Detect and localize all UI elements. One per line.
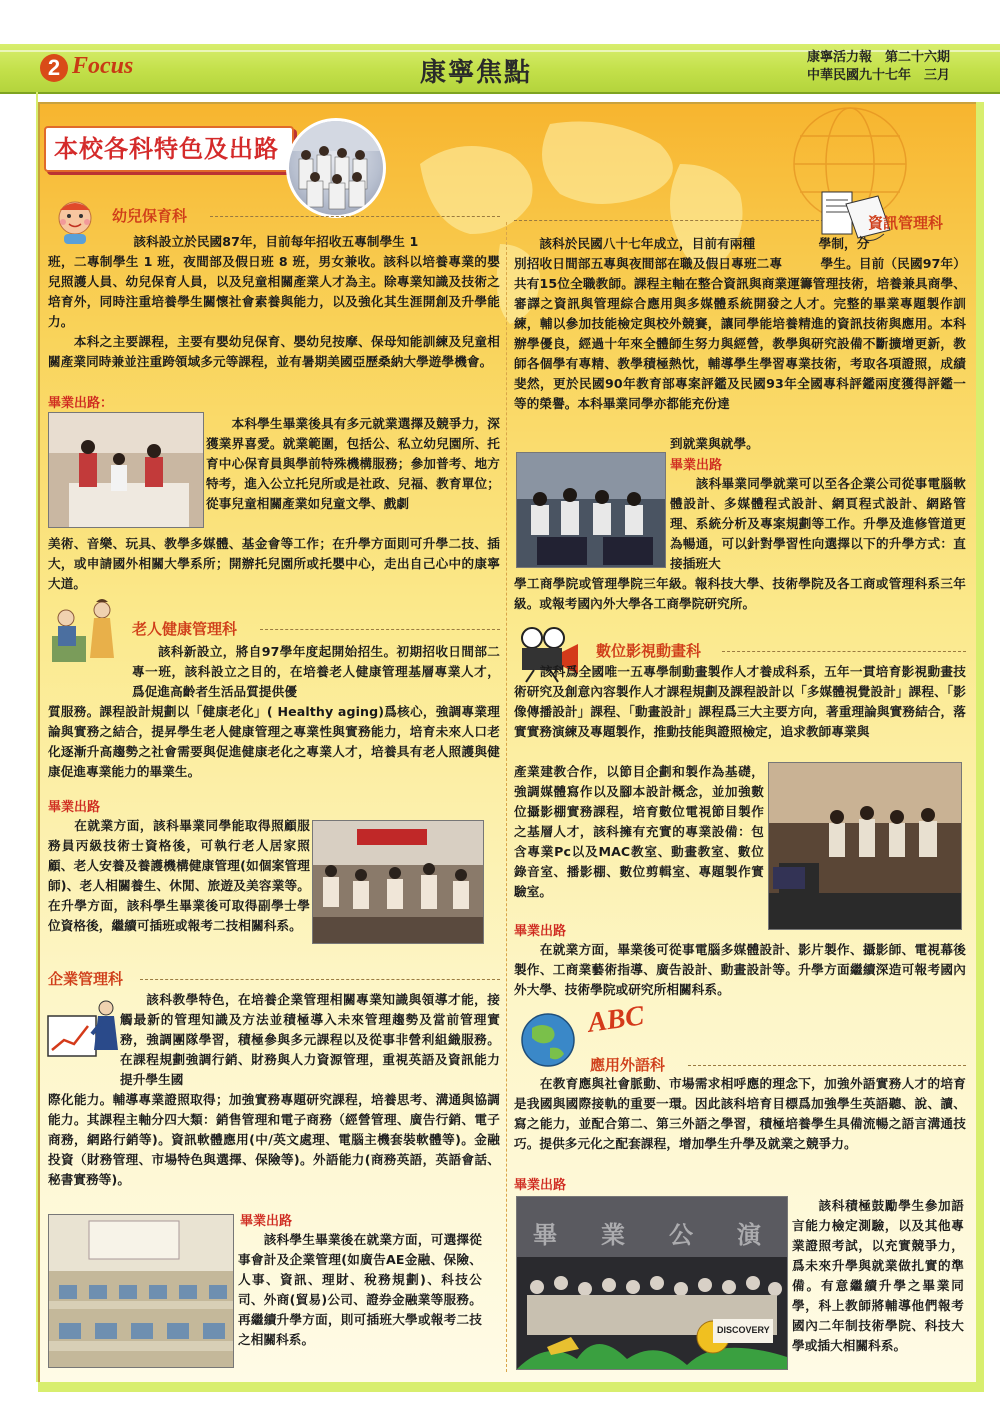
infomgmt-intro-cont: 別招收日間部五專與夜間部在職及假日專班二專 學生。目前（民國97年）共有15位全職教師。課程主軸在整合資訊與商業運籌管理技術，培養兼具商學、審譯之資訊與管理綜合應用與多媒體系統開發之人才。完整的畢業專題製作訓練，輔以參加技能檢定與校外競賽，讓同學能培養精進的資訊技術與應用。本科辦學優良，經過十年來全體師生努力與經營，教學與研究設備不斷擴增更新，教師各個學有專精、教學積極熱忱，輔導學生學習專業技術，考取各項證照，成績斐然，更於民國90年教育部專案評鑑及民國93年全國專科評鑑兩度獲得評鑑一等的榮譽。本科畢業同學亦都能充份達 [514, 256, 966, 411]
publication-info [807, 49, 950, 85]
business-chart-icon [46, 996, 124, 1066]
animation-career: 在就業方面，畢業後可從事電腦多媒體設計、影片製作、攝影師、電視幕後製作、工商業藝術指導、廣告設計、動畫設計等。升學方面繼續深造可報考國內外大學、技術學院或研究所相關科系。 [514, 942, 966, 997]
childcare-career-cont: 美術、音樂、玩具、教學多媒體、基金會等工作；在升學方面則可升學二技、插大，或申請國外相關大學系所；開辦托兒園所或托嬰中心，走出自己心中的康寧大道。 [48, 536, 500, 591]
abc-logo: ABC [586, 1000, 646, 1039]
section-title-childcare: 幼兒保育科 [112, 207, 188, 225]
infomgmt-career: 該科畢業同學就業可以至各企業公司從事電腦軟體設計、多媒體程式設計、網頁程式設計、網路管理、系統分析及專案規劃等工作。升學及進修管道更為暢通，可以針對學習性向選擇以下的升學方式：直接插班大 [670, 476, 966, 571]
language-career: 該科積極鼓勵學生參加語言能力檢定測驗，以及其他專業證照考試，以充實競爭力，爲未來升學與就業做扎實的準備。有意繼續升學之畢業同學，科上教師將輔導他們報考國內二年制技術學院、科技大學或插大相關科系。 [792, 1198, 964, 1353]
publication-issue: 康寧活力報 第二十六期 [806, 50, 950, 65]
elderly-care-icon [46, 596, 126, 666]
section-title-elderly: 老人健康管理科 [132, 620, 238, 638]
students-illustration [289, 121, 383, 215]
elderly-class-photo [312, 820, 484, 944]
section-rule [688, 1065, 966, 1066]
section-rule [514, 220, 824, 221]
animation-intro: 該科爲全國唯一五專學制動畫製作人才養成科系，五年一貫培育影視動畫技術研究及創意內容製作人才課程規劃及課程設計以「多媒體視覺設計」課程、「影像傳播設計」課程、「動畫設計」課程爲三大主要方向，著重理論與實務結合，落實實務演練及專題製作，推動技能與證照檢定，追求教師專業與 [514, 664, 966, 739]
childcare-intro-line: 該科設立於民國87年，目前每年招收五專制學生 1 [108, 234, 419, 249]
section-rule [210, 216, 500, 217]
column-divider [506, 222, 507, 1372]
page-title: 康寧焦點 [420, 58, 533, 88]
computer-classroom-photo [48, 1214, 234, 1368]
infomgmt-intro: 該科於民國八十七年成立，目前有兩種 學制，分 [514, 236, 870, 251]
infomgmt-career-cont: 學工商學院或管理學院三年級。報科技大學、技術學院及各工商或管理科系三年級。或報考國內外大學各工商學院研究所。 [514, 576, 966, 611]
language-career-label: 畢業出路 [514, 1178, 567, 1193]
infomgmt-intro-end: 到就業與就學。 [670, 436, 759, 451]
publication-date: 中華民國九十七年 三月 [806, 68, 950, 83]
business-intro-cont: 際化能力。輔導專業證照取得；加強實務專題研究課程，培養思考、溝通與協調能力。其課程主軸分四大類：銷售管理和電子商務（經營管理、廣告行銷、電子商務，網路行銷等)。資訊軟體應用(中/英文處理、電腦主機套裝軟體等)。金融投資（財務管理、市場特色與選擇、保險等)。外語能力(商務英語，英語會話、秘書實務等)。 [48, 1092, 500, 1187]
section-title-infomgmt: 資訊管理科 [868, 214, 944, 232]
business-career: 該科學生畢業後在就業方面，可選擇從事會計及企業管理(如廣告AE金融、保險、人事、資訊、理財、稅務規劃)、科技公司、外商(貿易)公司、證券金融業等服務。再繼續升學方面，則可插班大學或報考二技之相關科系。 [238, 1232, 482, 1347]
elderly-career-label: 畢業出路 [48, 800, 101, 815]
childcare-career: 本科學生畢業後具有多元就業選擇及競爭力，深獲業界喜愛。就業範圍，包括公、私立幼兒園所、托育中心保育員與學前特殊機構服務；參加普考、地方特考，進入公立托兒所或是社政、兒福、教育單位；從事兒童相關產業如兒童文學、戲劇 [206, 416, 500, 511]
infomgmt-lab-photo [516, 452, 666, 568]
childcare-intro: 班，二專制學生 1 班，夜間部及假日班 8 班，男女兼收。該科以培養專業的嬰兒照護人員、幼兒保育人員，以及兒童相關產業人才為主。除專業知識及技術之培育外，同時注重培養學生關懷社會素養與能力，以及強化其生涯開創及升學能力。 [48, 254, 500, 329]
section-rule [260, 629, 500, 630]
discovery-sign: DISCOVERY [717, 1325, 770, 1335]
animation-studio-photo [768, 762, 962, 930]
baby-icon [50, 196, 100, 246]
frame-edge-right [976, 102, 984, 1382]
section-title-language: 應用外語科 [590, 1056, 666, 1074]
section-banner: 本校各科特色及出路 [44, 126, 294, 172]
animation-career-label: 畢業出路 [514, 924, 567, 939]
frame-edge-bottom [38, 1382, 984, 1392]
language-intro: 在教育應與社會脈動、市場需求相呼應的理念下，加強外語實務人才的培育是我國與國際接軌的重要一環。因此該科培育目標爲加強學生英語聽、說、讀、寫之能力，並配合第二、第三外語之學習，積極培養學生具備流暢之語言溝通技巧。提供多元化之配套課程，增加學生升學及就業之競爭力。 [514, 1076, 966, 1151]
section-title-animation: 數位影視動畫科 [596, 642, 702, 660]
page-number: 2 [40, 54, 68, 82]
elderly-career: 在就業方面，該科畢業同學能取得照顧服務員丙級技術士資格後，可執行老人居家照顧、老人安養及養護機構健康管理(如個案管理師)、老人相關養生、休閒、旅遊及美容業等。在升學方面，該科學生畢業後可取得副學士學位資格後，繼續可插班或報考二技相關科系。 [48, 818, 310, 933]
focus-label: Focus [72, 53, 134, 79]
animation-intro-cont: 產業建教合作，以節目企劃和製作為基礎，強調媒體寫作以及腳本設計概念，並加強數位攝影棚實務課程，培育數位電視節目製作之基層人才，該科擁有充實的專業設備：包含專業Pc以及MAC教室、動畫教室、數位錄音室、播影棚、數位剪輯室、專題製作實驗室。 [514, 764, 764, 899]
section-rule [140, 979, 500, 980]
graduation-performance-photo [516, 1196, 788, 1370]
business-intro: 該科教學特色，在培養企業管理相關專業知識與領導才能，接觸最新的管理知識及方法並積極導入未來管理趨勢及當前管理實務，強調團隊學習，積極參與多元課程以及從事非營利組織服務。在課程規劃強調行銷、財務與人力資源管理，重視英語及資訊能力提升學生國 [120, 992, 500, 1087]
childcare-courses: 本科之主要課程，主要有嬰幼兒保育、嬰幼兒按摩、保母知能訓練及兒童相關產業同時兼並注重跨領域多元等課程，並有暑期美國亞歷桑納大學遊學機會。 [48, 334, 500, 369]
business-career-label: 畢業出路 [240, 1214, 293, 1229]
photo-caption: 畢 業 公 演 [533, 1221, 771, 1249]
section-title-business: 企業管理科 [48, 970, 124, 988]
elderly-intro: 該科新設立，將自97學年度起開始招生。初期招收日間部二專一班，該科設立之目的，在培養老人健康管理基層專業人才，爲促進高齡者生活品質提供優 [132, 644, 500, 699]
infomgmt-career-label: 畢業出路 [670, 458, 723, 473]
elderly-intro-cont: 質服務。課程設計規劃以「健康老化」( Healthy aging)爲核心，強調專業理論與實務之結合，提昇學生老人健康管理之專業性與實務能力，培育未來人口老化逐漸升高趨勢之社會需要與促進健康老化之專業人才，培養具有老人照護與健康促進專業能力的畢業生。 [48, 704, 500, 779]
students-group-photo [286, 118, 386, 218]
childcare-class-photo [48, 412, 204, 528]
section-rule [722, 651, 966, 652]
childcare-career-label: 畢業出路： [48, 396, 114, 411]
